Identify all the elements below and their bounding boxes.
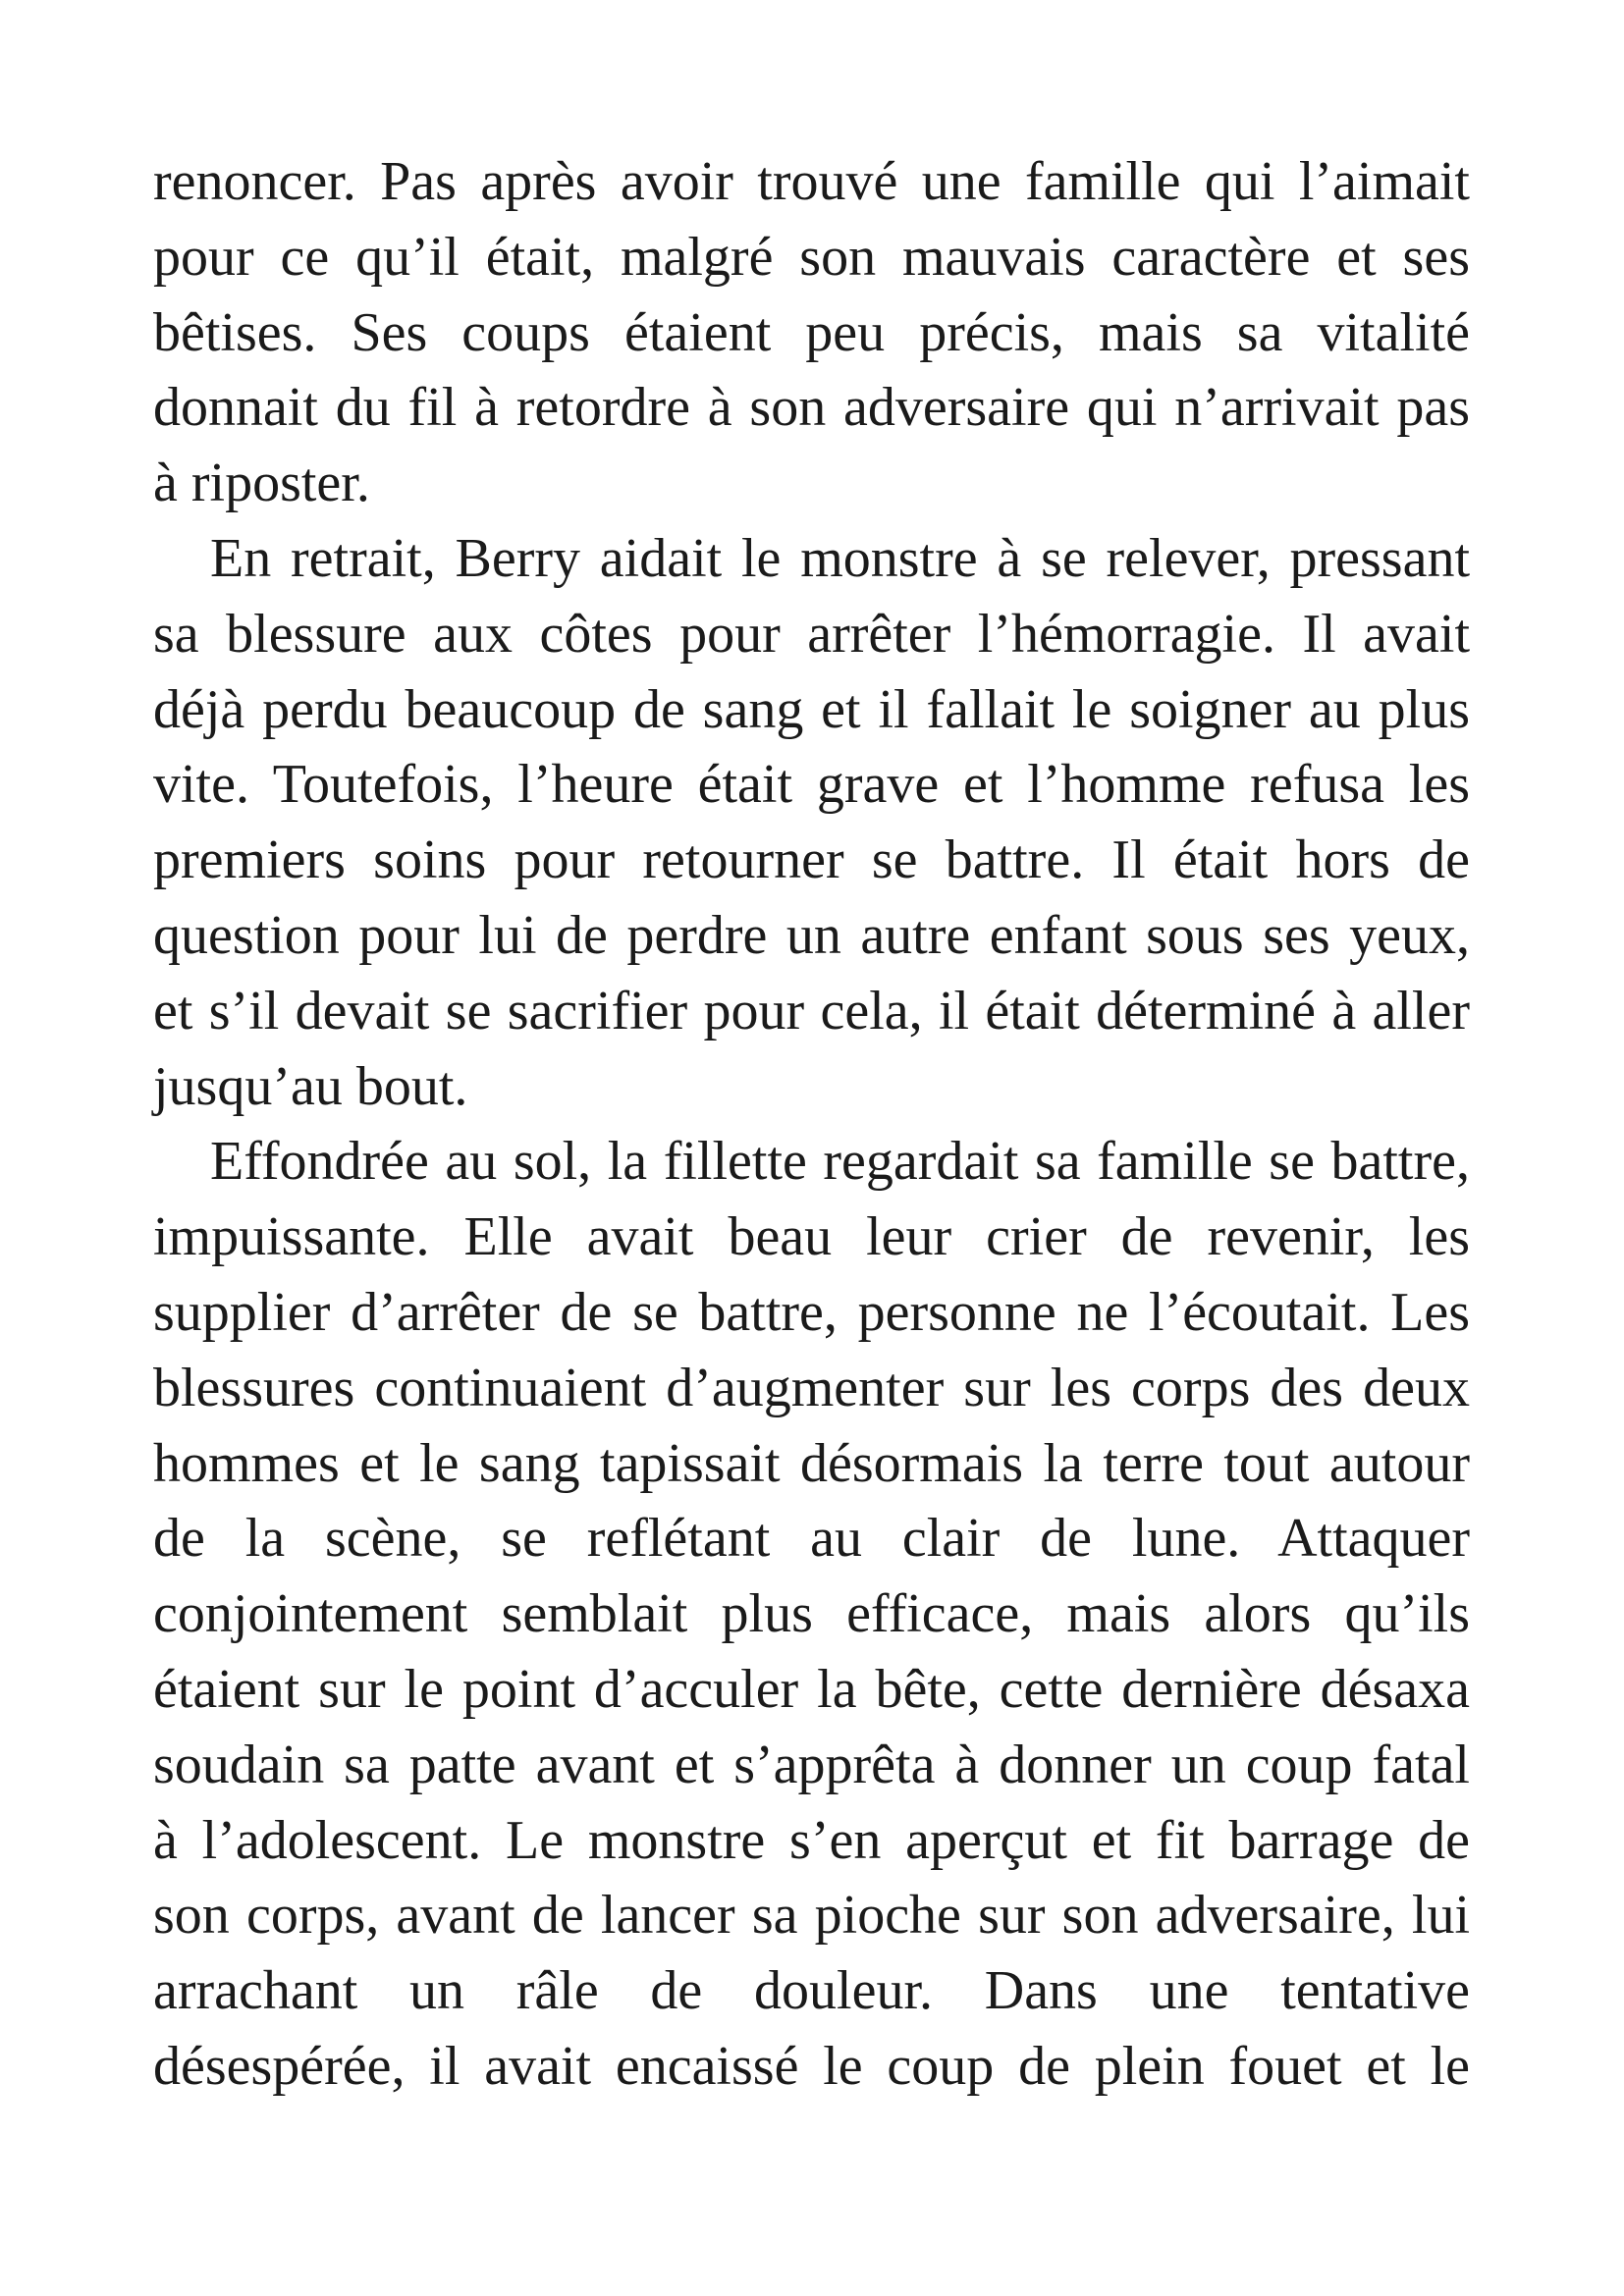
text-line: hommes et le sang tapissait désormais la terre tout autour — [153, 1432, 1470, 1494]
text-line: arrachant un râle de douleur. Dans une tentative — [153, 1960, 1470, 2022]
page-text-block — [153, 144, 1470, 2105]
text-line: étaient sur le point d’acculer la bête, cette dernière désaxa — [153, 1658, 1470, 1720]
text-line: En retrait, Berry aidait le monstre à se relever, pressant — [210, 527, 1470, 589]
text-line: pour ce qu’il était, malgré son mauvais caractère et ses — [153, 226, 1470, 288]
text-line: désespérée, il avait encaissé le coup de plein fouet et le — [153, 2035, 1470, 2097]
text-line: donnait du fil à retordre à son adversaire qui n’arrivait pas — [153, 377, 1470, 439]
paragraph — [153, 521, 1470, 1124]
text-line: question pour lui de perdre un autre enfant sous ses yeux, — [153, 904, 1470, 966]
text-line: bêtises. Ses coups étaient peu précis, mais sa vitalité — [153, 301, 1470, 363]
text-line: vite. Toutefois, l’heure était grave et l’homme refusa les — [153, 754, 1470, 816]
text-line: son corps, avant de lancer sa pioche sur son adversaire, lui — [153, 1885, 1470, 1947]
text-line: Effondrée au sol, la fillette regardait sa famille se battre, — [210, 1131, 1470, 1193]
paragraph — [153, 144, 1470, 521]
text-line: blessures continuaient d’augmenter sur les corps des deux — [153, 1357, 1470, 1418]
text-line: déjà perdu beaucoup de sang et il fallait le soigner au plus — [153, 678, 1470, 740]
paragraph — [153, 1124, 1470, 2104]
text-line: de la scène, se reflétant au clair de lune. Attaquer — [153, 1508, 1470, 1570]
text-line: impuissante. Elle avait beau leur crier de revenir, les — [153, 1206, 1470, 1268]
text-line: et s’il devait se sacrifier pour cela, il était déterminé à aller — [153, 980, 1470, 1041]
text-line: conjointement semblait plus efficace, mais alors qu’ils — [153, 1583, 1470, 1645]
text-line: à l’adolescent. Le monstre s’en aperçut et fit barrage de — [153, 1809, 1470, 1871]
text-line: supplier d’arrêter de se battre, personne ne l’écoutait. Les — [153, 1281, 1470, 1343]
text-line: sa blessure aux côtes pour arrêter l’hémorragie. Il avait — [153, 603, 1470, 665]
text-line: jusqu’au bout. — [153, 1055, 468, 1117]
text-line: à riposter. — [153, 453, 370, 514]
text-line: premiers soins pour retourner se battre. Il était hors de — [153, 829, 1470, 891]
text-line: renoncer. Pas après avoir trouvé une famille qui l’aimait — [153, 151, 1470, 212]
text-line: soudain sa patte avant et s’apprêta à donner un coup fatal — [153, 1734, 1470, 1795]
